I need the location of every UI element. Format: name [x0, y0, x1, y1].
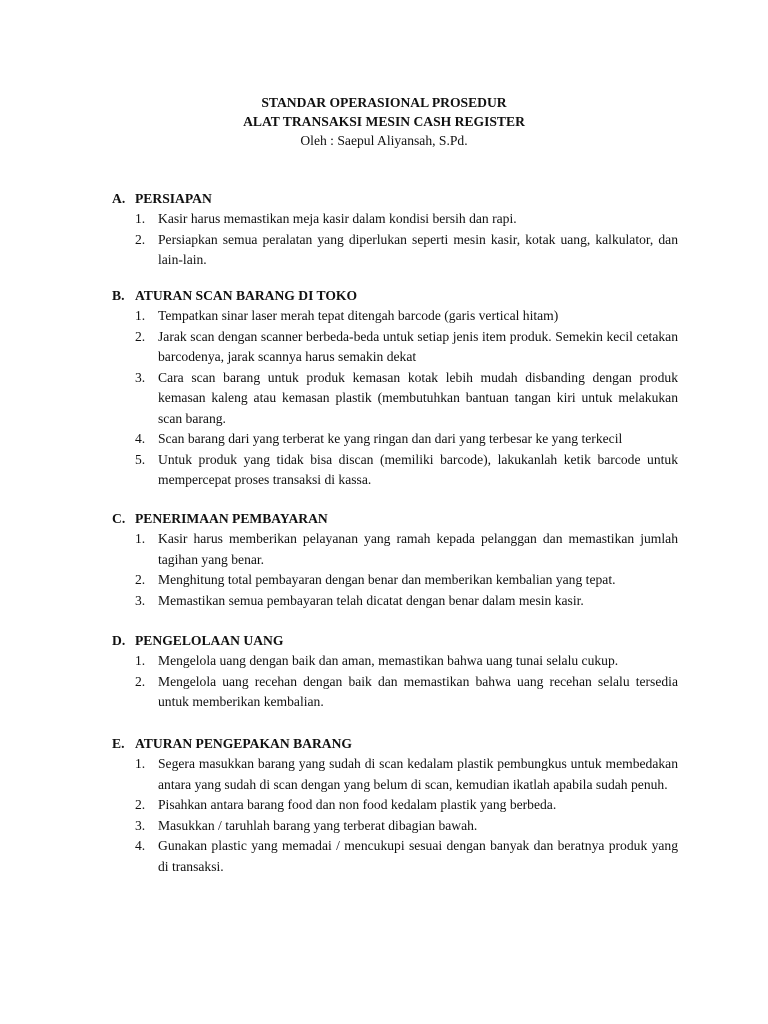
item-number: 3. [135, 592, 146, 608]
list-item [112, 795, 678, 816]
section-list [112, 529, 678, 611]
item-text: Mengelola uang dengan baik dan aman, memastikan bahwa uang tunai selalu cukup. [158, 653, 619, 668]
section-penerimaan-pembayaran [112, 509, 678, 611]
list-item [112, 429, 678, 450]
item-text: Jarak scan dengan scanner berbeda-beda untuk setiap jenis item produk. Semekin kecil cetakan barcodenya, jarak scannya harus semakin dekat [158, 328, 678, 364]
list-item [112, 327, 678, 368]
item-number: 2. [135, 572, 146, 587]
section-heading [112, 189, 678, 209]
list-item [112, 209, 678, 230]
list-item [112, 230, 678, 271]
item-number: 5. [135, 451, 146, 467]
item-number: 1. [135, 531, 146, 546]
item-text: Gunakan plastic yang memadai / mencukupi sesuai dengan banyak dan beratnya produk yang di transaksi. [158, 838, 678, 874]
title-line-1: STANDAR OPERASIONAL PROSEDUR [261, 95, 507, 110]
section-heading [112, 631, 678, 651]
section-heading [112, 509, 678, 529]
item-number: 2. [135, 673, 146, 689]
item-text: Mengelola uang recehan dengan baik dan memastikan bahwa uang recehan selalu tersedia untuk memberikan kembalian. [158, 673, 678, 709]
section-letter: A. [112, 191, 126, 206]
list-item [112, 306, 678, 327]
list-item [112, 591, 678, 612]
section-pengelolaan-uang [112, 631, 678, 713]
item-text: Kasir harus memastikan meja kasir dalam kondisi bersih dan rapi. [158, 211, 517, 226]
list-item [112, 529, 678, 570]
item-text: Kasir harus memberikan pelayanan yang ramah kepada pelanggan dan memastikan jumlah tagihan yang benar. [158, 531, 678, 567]
item-text: Segera masukkan barang yang sudah di scan kedalam plastik pembungkus untuk membedakan antara yang sudah di scan dengan yang belum di scan, kemudian ikatlah apabila sudah penuh. [158, 756, 678, 792]
section-title: PERSIAPAN [135, 191, 212, 206]
section-list [112, 651, 678, 713]
section-title: PENERIMAAN PEMBAYARAN [135, 511, 328, 526]
section-letter: D. [112, 633, 126, 648]
item-text: Masukkan / taruhlah barang yang terberat dibagian bawah. [158, 817, 478, 833]
item-text: Memastikan semua pembayaran telah dicatat dengan benar dalam mesin kasir. [158, 592, 584, 608]
item-number: 3. [135, 369, 146, 385]
list-item [112, 816, 678, 837]
document-header [0, 93, 768, 150]
item-number: 1. [135, 211, 146, 226]
item-text: Scan barang dari yang terberat ke yang ringan dan dari yang terbesar ke yang terkecil [158, 431, 623, 446]
item-number: 2. [135, 328, 146, 344]
list-item [112, 651, 678, 672]
list-item [112, 672, 678, 713]
section-title: ATURAN SCAN BARANG DI TOKO [135, 288, 358, 303]
item-text: Cara scan barang untuk produk kemasan kotak lebih mudah disbanding dengan produk kemasan kaleng atau kemasan plastik (membutuhkan bantuan tangan kiri untuk melakukan scan barang. [158, 369, 678, 426]
section-aturan-scan [112, 286, 678, 491]
item-text: Tempatkan sinar laser merah tepat ditengah barcode (garis vertical hitam) [158, 308, 559, 323]
item-number: 3. [135, 817, 146, 833]
section-list [112, 306, 678, 491]
section-heading [112, 734, 678, 754]
item-text: Persiapkan semua peralatan yang diperlukan seperti mesin kasir, kotak uang, kalkulator, dan lain-lain. [158, 231, 678, 267]
section-list [112, 754, 678, 877]
section-title: ATURAN PENGEPAKAN BARANG [135, 736, 352, 751]
item-text: Menghitung total pembayaran dengan benar dan memberikan kembalian yang tepat. [158, 572, 616, 587]
list-item [112, 754, 678, 795]
section-title: PENGELOLAAN UANG [135, 633, 284, 648]
item-number: 1. [135, 308, 146, 323]
author-line: Oleh : Saepul Aliyansah, S.Pd. [300, 133, 468, 148]
section-aturan-pengepakan [112, 734, 678, 877]
list-item [112, 450, 678, 491]
item-number: 1. [135, 653, 146, 668]
item-number: 1. [135, 756, 146, 771]
section-list [112, 209, 678, 271]
title-line-2: ALAT TRANSAKSI MESIN CASH REGISTER [243, 114, 525, 129]
section-persiapan [112, 189, 678, 271]
list-item [112, 836, 678, 877]
item-number: 4. [135, 838, 146, 853]
section-letter: B. [112, 288, 125, 303]
section-heading [112, 286, 678, 306]
list-item [112, 570, 678, 591]
item-number: 2. [135, 797, 146, 812]
section-letter: E. [112, 736, 125, 751]
list-item [112, 368, 678, 430]
item-number: 4. [135, 431, 146, 446]
section-letter: C. [112, 511, 126, 526]
item-number: 2. [135, 231, 146, 247]
item-text: Pisahkan antara barang food dan non food kedalam plastik yang berbeda. [158, 797, 557, 812]
item-text: Untuk produk yang tidak bisa discan (memiliki barcode), lakukanlah ketik barcode untuk mempercepat proses transaksi di kassa. [158, 451, 678, 487]
